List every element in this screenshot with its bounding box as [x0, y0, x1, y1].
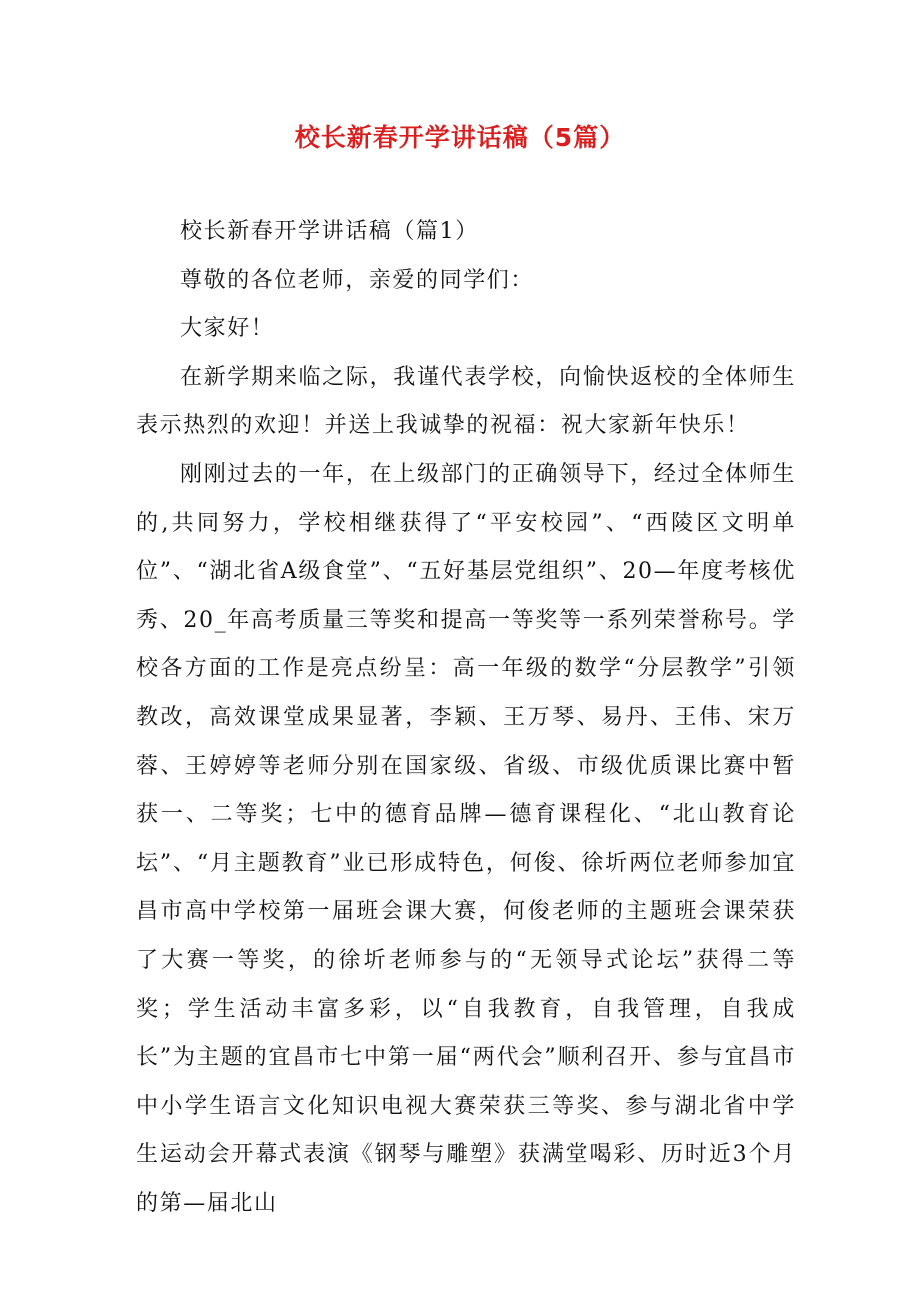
salutation: 尊敬的各位老师，亲爱的同学们： [180, 267, 535, 293]
greeting: 大家好！ [180, 316, 275, 342]
body-paragraph: 刚刚过去的一年，在上级部门的正确领导下，经过全体师生的,共同努力，学校相继获得了“平安校园”、“西陵区文明单位”、“湖北省A级食堂”、“五好基层党组织”、20—年度考核优秀、20_年高考质量三等奖和提高一等奖等一系列荣誉称号。学校各方面的工作是亮点纷呈：高一年级的数学“分层教学”引领教改，高效课堂成果显著，李颖、王万琴、易丹、王伟、宋万蓉、王婷婷等老师分别在国家级、省级、市级优质课比赛中暂获一、二等奖；七中的德育品牌—德育课程化、“北山教育论坛”、“月主题教育”业已形成特色，何俊、徐圻两位老师参加宜昌市高中学校第一届班会课大赛，何俊老师的主题班会课荣获了大赛一等奖，的徐圻老师参与的“无领导式论坛”获得二等奖；学生活动丰富多彩，以“自我教育，自我管理，自我成长”为主题的宜昌市七中第一届“两代会”顺利召开、参与宜昌市中小学生语言文化知识电视大赛荣获三等奖、参与湖北省中学生运动会开幕式表演《钢琴与雕塑》获满堂喝彩、历时近3个月的第—届北山 [136, 461, 796, 1216]
document-body [136, 208, 796, 1228]
section-heading: 校长新春开学讲话稿（篇1） [180, 219, 479, 244]
body-paragraph: 在新学期来临之际，我谨代表学校，向愉快返校的全体师生表示热烈的欢迎！并送上我诚挚的祝福：祝大家新年快乐！ [136, 364, 796, 439]
document-title: 校长新春开学讲话稿（5篇） [294, 123, 626, 152]
